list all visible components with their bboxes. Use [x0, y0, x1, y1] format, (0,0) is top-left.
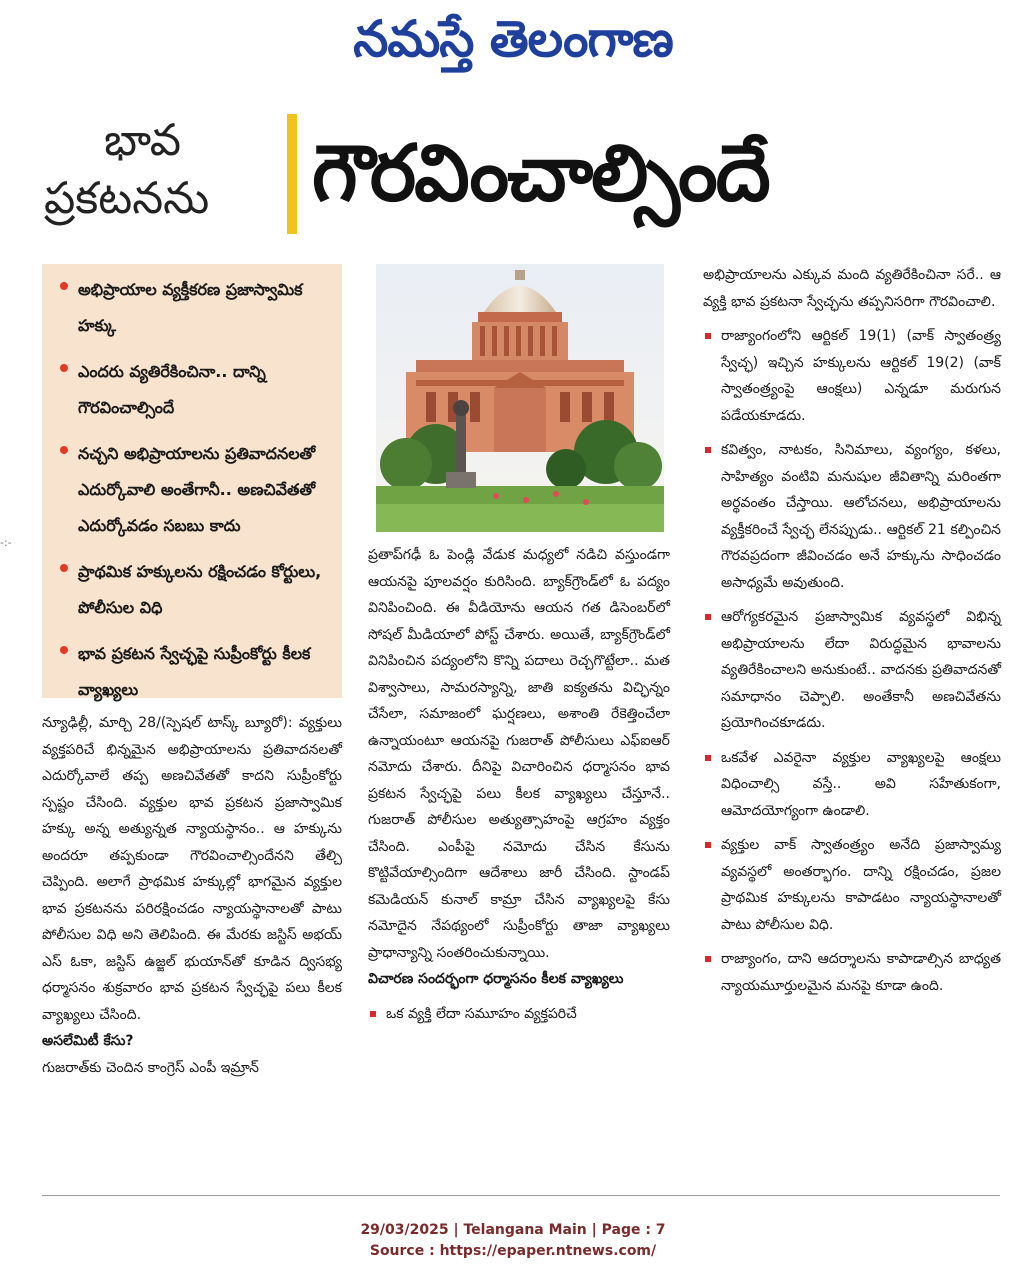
section-subhead: విచారణ సందర్భంగా ధర్మాసనం కీలక వ్యాఖ్యలు: [368, 971, 624, 987]
footer-divider: [42, 1195, 1000, 1196]
list-item-text: రాజ్యాంగంలోని ఆర్టికల్ 19(1) (వాక్ స్వాతంత్ర్య స్వేచ్ఛ) ఇచ్చిన హక్కులను ఆర్టికల్ 19(2) (వాక్ స్వాతంత్ర్యంపై ఆంక్షలు) ఎన్నడూ మరుగున పడేయకూడదు.: [721, 328, 1001, 424]
headline-kicker: [44, 112, 274, 228]
list-item: [703, 745, 1001, 825]
edge-mark: -:-: [0, 536, 12, 549]
highlight-item: [56, 272, 332, 344]
list-item-text: ఆరోగ్యకరమైన ప్రజాస్వామిక వ్యవస్థలో విభిన్న అభిప్రాయాలను లేదా విరుద్ధమైన భావాలను వ్యతిరేకించాలని అనుకుంటే.. వాదనకు ప్రతివాదనతో సమాధానం చెప్పాలి. అంతేకానీ అణచివేతను ప్రయోగించకూడదు.: [721, 609, 1001, 731]
bullet-square-icon: [370, 1011, 376, 1017]
bullet-square-icon: [705, 755, 711, 761]
headline: గౌరవించాల్సిందే: [312, 129, 769, 219]
page-footer: [0, 1220, 1026, 1262]
kicker-line-1: భావ: [104, 115, 182, 166]
body-paragraph: ప్రతాప్‌గఢీ ఓ పెండ్లి వేడుక మధ్యలో నడిచి వస్తుండగా ఆయనపై పూలవర్షం కురిసింది. బ్యాక్‌గ్రౌండ్‌లో ఓ పద్యం వినిపించింది. ఈ వీడియోను ఆయన గత డిసెంబర్‌లో సోషల్ మీడియాలో పోస్ట్ చేశారు. అయితే, బ్యాక్‌గ్రౌండ్‌లో వినిపించిన పద్యంలోని కొన్ని పదాలు రెచ్చగొట్టేలా.. మత విశ్వాసాలు, సామరస్యాన్ని, జాతి ఐక్యతను విచ్ఛిన్నం చేసేలా, సమాజంలో ఘర్షణలు, అశాంతి రేకెత్తించేలా ఉన్నాయంటూ ఆయనపై గుజరాత్ పోలీసులు ఎఫ్‌ఐఆర్ నమోదు చేశారు. దీనిపై విచారించిన ధర్మాసనం భావ ప్రకటన స్వేచ్ఛపై పలు కీలక వ్యాఖ్యలు చేస్తూనే.. గుజరాత్ పోలీసుల అత్యుత్సాహంపై ఆగ్రహం వ్యక్తం చేసింది. ఎంపీపై నమోదు చేసిన కేసును కొట్టివేయాల్సిందిగా ఆదేశాలు జారీ చేసింది. స్టాండప్ కమెడియన్ కునాల్ కామ్రా చేసిన వ్యాఖ్యలపై కేసు నమోదైన నేపథ్యంలో సుప్రీంకోర్టు తాజా వ్యాఖ్యలు ప్రాధాన్యాన్ని సంతరించుకున్నాయి.: [368, 547, 670, 961]
bullet-square-icon: [705, 614, 711, 620]
article-column-2: [368, 542, 670, 1027]
bullet-dot-icon: [60, 646, 68, 654]
list-item-text: రాజ్యాంగం, దాని ఆదర్శాలను కాపాడాల్సిన బాధ్యత న్యాయమూర్తులమైన మనపై కూడా ఉంది.: [721, 951, 1001, 994]
bullet-square-icon: [705, 956, 711, 962]
bullet-square-icon: [705, 447, 711, 453]
bullet-square-icon: [705, 333, 711, 339]
bullet-dot-icon: [60, 364, 68, 372]
list-item-text: ఒక వ్యక్తి లేదా సమూహం వ్యక్తపరిచే: [386, 1005, 577, 1022]
bullet-dot-icon: [60, 564, 68, 572]
body-paragraph: గుజరాత్‌కు చెందిన కాంగ్రెస్ ఎంపీ ఇమ్రాన్: [42, 1059, 260, 1076]
list-item-text: కవిత్వం, నాటకం, సినిమాలు, వ్యంగ్యం, కళలు, సాహిత్యం వంటివి మనుషుల జీవితాన్ని మరింతగా అర్థవంతం చేస్తాయి. ఆలోచనలు, అభిప్రాయాలను వ్యక్తీకరించే స్వేచ్ఛ లేనప్పుడు.. ఆర్టికల్ 21 కల్పించిన గౌరవప్రదంగా జీవించడం అనే హక్కును సాధించడం అసాధ్యమే అవుతుంది.: [721, 442, 1001, 591]
highlight-text: అభిప్రాయాల వ్యక్తీకరణ ప్రజాస్వామిక హక్కు: [78, 280, 303, 335]
list-item: [703, 323, 1001, 429]
list-item: [703, 604, 1001, 737]
list-item-text: వ్యక్తుల వాక్ స్వాతంత్ర్యం అనేది ప్రజాస్వామ్య వ్యవస్థలో అంతర్భాగం. దాన్ని రక్షించడం, ప్రజల ప్రాథమిక హక్కులను కాపాడటం న్యాయస్థానాలతో పాటు పోలీసుల విధి.: [721, 837, 1001, 933]
body-paragraph: న్యూఢిల్లీ, మార్చి 28/(స్పెషల్ టాస్క్ బ్యూరో): వ్యక్తులు వ్యక్తపరిచే భిన్నమైన అభిప్రాయాలను ప్రతివాదనలతో ఎదుర్కోవాలే తప్ప అణచివేతతో కాదని సుప్రీంకోర్టు స్పష్టం చేసింది. వ్యక్తుల భావ ప్రకటన ప్రజాస్వామిక హక్కు అన్న అత్యున్నత న్యాయస్థానం.. ఆ హక్కును అందరూ తప్పకుండా గౌరవించాల్సిందేనని తేల్చి చెప్పింది. అలాగే ప్రాథమిక హక్కుల్లో భాగమైన వ్యక్తుల భావ ప్రకటనను పరిరక్షించడం న్యాయస్థానాలతో పాటు పోలీసుల విధి అని తెలిపింది. ఈ మేరకు జస్టిస్ అభయ్ ఎస్ ఓకా, జస్టిస్ ఉజ్జల్ భుయాన్‌తో కూడిన ద్విసభ్య ధర్మాసనం శుక్రవారం భావ ప్రకటన స్వేచ్ఛపై పలు కీలక వ్యాఖ్యలు చేసింది.: [42, 715, 342, 1023]
supreme-court-photo: [376, 264, 664, 532]
highlights-box: [42, 264, 342, 698]
highlight-item: [56, 436, 332, 544]
body-paragraph: అభిప్రాయాలను ఎక్కువ మంది వ్యతిరేకించినా సరే.. ఆ వ్యక్తి భావ ప్రకటనా స్వేచ్ఛను తప్పనిసరిగా గౌరవించాలి.: [703, 267, 1001, 310]
highlight-item: [56, 354, 332, 426]
list-item-text: ఒకవేళ ఎవరైనా వ్యక్తుల వ్యాఖ్యలపై ఆంక్షలు విధించాల్సి వస్తే.. అవి సహేతుకంగా, ఆమోదయోగ్యంగా ఉండాలి.: [721, 749, 1001, 819]
masthead-logo: నమస్తే తెలంగాణ: [353, 9, 673, 68]
list-item: [703, 437, 1001, 596]
bullet-square-icon: [705, 842, 711, 848]
bullet-dot-icon: [60, 446, 68, 454]
highlight-text: భావ ప్రకటన స్వేచ్ఛపై సుప్రీంకోర్టు కీలక వ్యాఖ్యలు: [78, 644, 311, 699]
article-column-3: [703, 262, 1001, 999]
article-column-1: [42, 710, 342, 1081]
highlight-text: ప్రాథమిక హక్కులను రక్షించడం కోర్టులు, పోలీసుల విధి: [78, 562, 322, 617]
highlight-text: నచ్చని అభిప్రాయాలను ప్రతివాదనలతో ఎదుర్కోవాలి అంతేగానీ.. అణచివేతతో ఎదుర్కోవడం సబబు కాదు: [78, 444, 316, 535]
footer-source-link[interactable]: Source : https://epaper.ntnews.com/: [369, 1243, 657, 1259]
bullet-dot-icon: [60, 282, 68, 290]
footer-date-edition: 29/03/2025 | Telangana Main | Page : 7: [360, 1222, 666, 1238]
highlight-item: [56, 554, 332, 626]
kicker-line-2: ప్రకటనను: [44, 173, 210, 224]
highlight-text: ఎందరు వ్యతిరేకించినా.. దాన్ని గౌరవించాల్సిందే: [78, 362, 266, 417]
list-item: [368, 1001, 670, 1028]
list-item: [703, 946, 1001, 999]
list-item: [703, 832, 1001, 938]
headline-divider: [287, 114, 297, 234]
section-subhead: అసలేమిటీ కేసు?: [42, 1033, 134, 1049]
supreme-court-building-image: [376, 264, 664, 532]
highlight-item: [56, 636, 332, 708]
